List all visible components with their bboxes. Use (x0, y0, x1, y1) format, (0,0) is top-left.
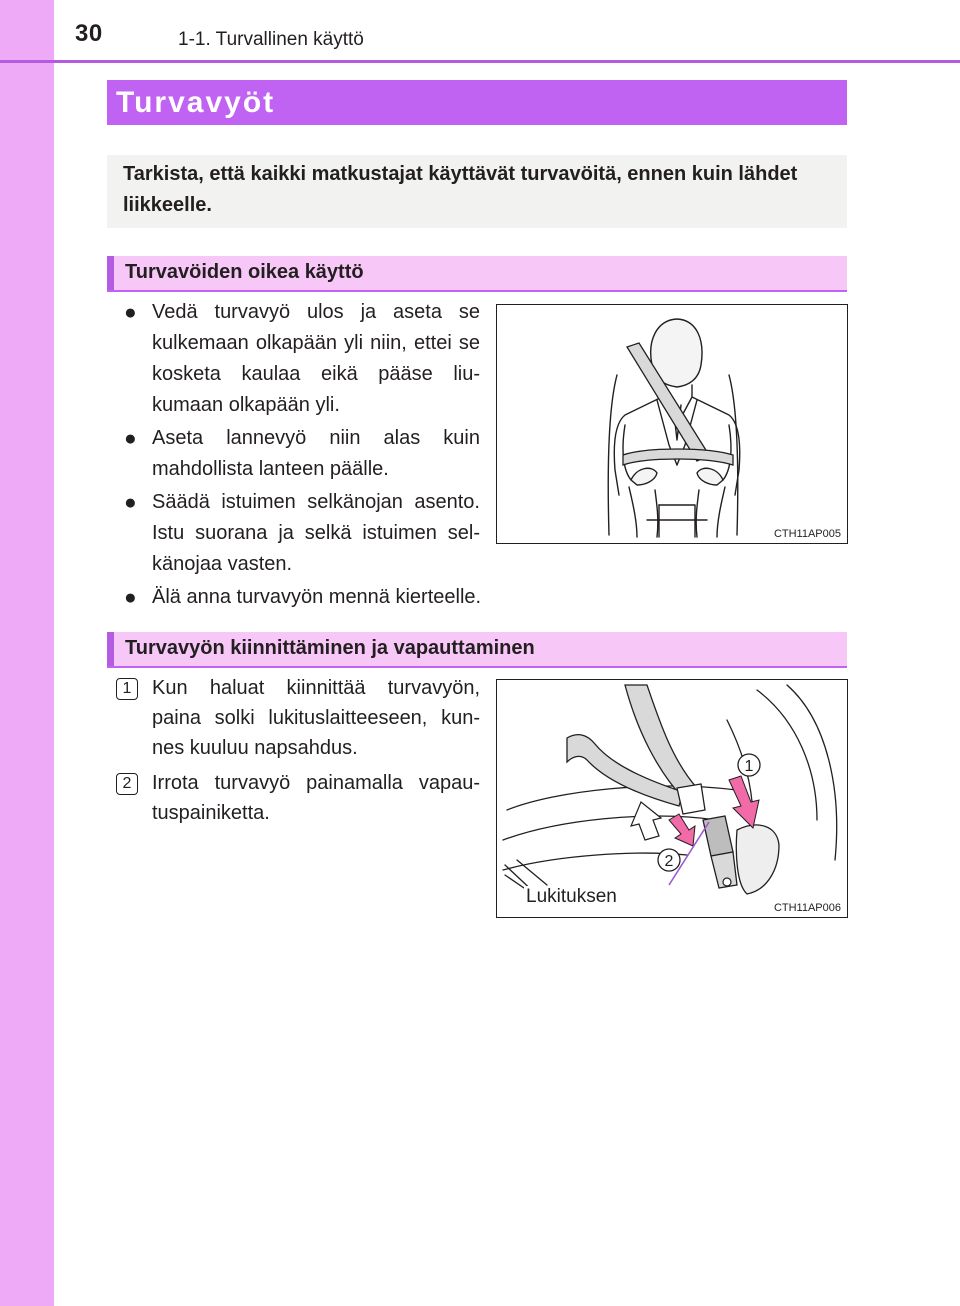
step-number: 1 (116, 678, 138, 700)
bullet-item (124, 423, 480, 485)
bullet-item (124, 297, 480, 421)
bullet-item (124, 582, 604, 613)
header-rule (0, 60, 960, 63)
figure-code: CTH11AP005 (773, 528, 841, 540)
step-number: 2 (116, 773, 138, 795)
section-heading-label: Turvavyön kiinnittäminen ja vapauttaminen (125, 637, 535, 659)
step-item (116, 673, 480, 763)
bullet-text: Säädä istuimen selkänojan asento. Istu suorana ja selkä istuimen sel-känojaa vasten. (152, 491, 480, 575)
figure-seated-person-seatbelt (496, 304, 848, 544)
side-color-band (0, 0, 54, 1306)
bullet-dot: ● (124, 491, 137, 514)
bullet-dot: ● (124, 301, 137, 324)
section-accent (107, 256, 114, 290)
section-heading-correct-use (107, 256, 847, 292)
page-number: 30 (75, 20, 103, 47)
step-text: Kun haluat kiinnittää turvavyön, paina solki lukituslaitteeseen, kun-nes kuuluu napsahdus. (152, 677, 480, 759)
intro-text: Tarkista, että kaikki matkustajat käyttävät turvavöitä, ennen kuin lähdet liikkeelle. (123, 163, 798, 216)
step-item (116, 768, 480, 828)
bullet-text: Älä anna turvavyön mennä kierteelle. (152, 586, 482, 608)
page-title: Turvavyöt (116, 86, 276, 119)
bullet-dot: ● (124, 586, 137, 609)
chapter-title: 1-1. Turvallinen käyttö (178, 29, 364, 50)
bullet-text: Aseta lannevyö niin alas kuin mahdollista lanteen päälle. (152, 427, 480, 480)
bullet-item (124, 487, 480, 580)
figure-callout: 1 (744, 758, 754, 775)
section-heading-label: Turvavöiden oikea käyttö (125, 261, 364, 283)
title-bar (107, 80, 847, 125)
figure-label: Lukituksen (526, 886, 617, 907)
figure-buckle-fastening (496, 679, 848, 918)
buckle-illustration (497, 680, 847, 917)
intro-box (107, 155, 847, 228)
figure-code: CTH11AP006 (773, 902, 841, 914)
step-text: Irrota turvavyö painamalla vapau-tuspainiketta. (152, 772, 480, 824)
bullet-text: Vedä turvavyö ulos ja aseta se kulkemaan olkapään yli niin, ettei se kosketa kaulaa eikä pääse liu-kumaan olkapään yli. (152, 301, 480, 416)
section-heading-fasten-release (107, 632, 847, 668)
bullet-dot: ● (124, 427, 137, 450)
figure-callout: 2 (664, 853, 674, 870)
seated-person-illustration (497, 305, 847, 543)
section-accent (107, 632, 114, 666)
